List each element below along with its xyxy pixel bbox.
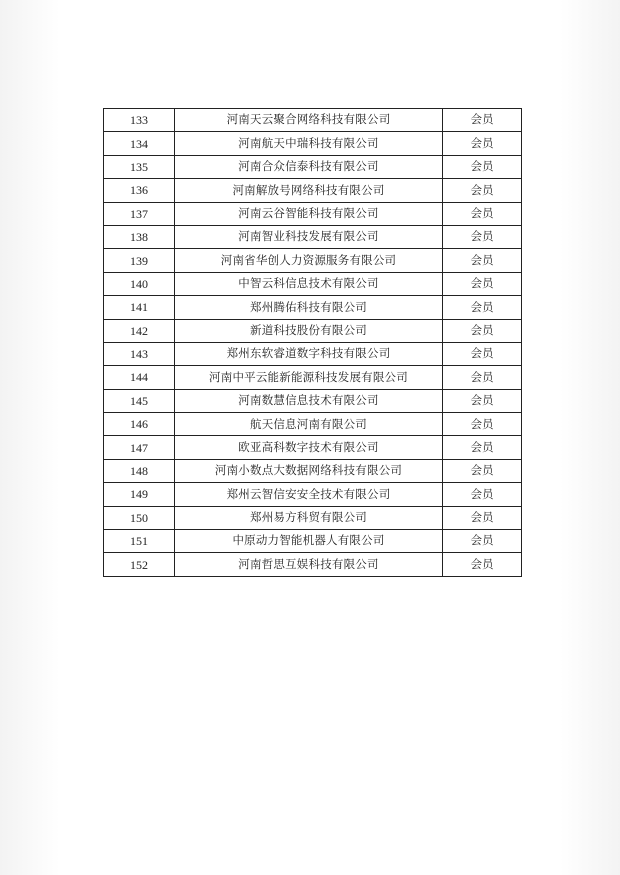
membership-type-cell: 会员 — [443, 225, 522, 248]
membership-type-cell: 会员 — [443, 179, 522, 202]
company-name-cell: 欧亚高科数字技术有限公司 — [175, 436, 443, 459]
membership-type-cell: 会员 — [443, 155, 522, 178]
member-number-cell: 137 — [104, 202, 175, 225]
table-row — [104, 296, 522, 319]
table-row — [104, 202, 522, 225]
member-number-cell: 144 — [104, 366, 175, 389]
table-row — [104, 179, 522, 202]
member-number-cell: 152 — [104, 553, 175, 576]
table-row — [104, 155, 522, 178]
table-row — [104, 506, 522, 529]
table-row — [104, 459, 522, 482]
table-row — [104, 389, 522, 412]
table-row — [104, 530, 522, 553]
membership-type-cell: 会员 — [443, 132, 522, 155]
member-number-cell: 150 — [104, 506, 175, 529]
member-number-cell: 139 — [104, 249, 175, 272]
membership-type-cell: 会员 — [443, 272, 522, 295]
member-number-cell: 149 — [104, 483, 175, 506]
company-name-cell: 河南云谷智能科技有限公司 — [175, 202, 443, 225]
member-number-cell: 142 — [104, 319, 175, 342]
table-row — [104, 413, 522, 436]
membership-type-cell: 会员 — [443, 506, 522, 529]
member-number-cell: 145 — [104, 389, 175, 412]
member-number-cell: 141 — [104, 296, 175, 319]
membership-type-cell: 会员 — [443, 319, 522, 342]
page-shadow-left — [0, 0, 60, 875]
membership-type-cell: 会员 — [443, 436, 522, 459]
table-row — [104, 483, 522, 506]
membership-type-cell: 会员 — [443, 483, 522, 506]
table-row — [104, 272, 522, 295]
company-name-cell: 航天信息河南有限公司 — [175, 413, 443, 436]
membership-type-cell: 会员 — [443, 109, 522, 132]
company-name-cell: 中原动力智能机器人有限公司 — [175, 530, 443, 553]
membership-type-cell: 会员 — [443, 366, 522, 389]
membership-type-cell: 会员 — [443, 389, 522, 412]
table-row — [104, 319, 522, 342]
company-name-cell: 河南省华创人力资源服务有限公司 — [175, 249, 443, 272]
table-row — [104, 366, 522, 389]
member-number-cell: 146 — [104, 413, 175, 436]
table-row — [104, 249, 522, 272]
company-name-cell: 郑州云智信安安全技术有限公司 — [175, 483, 443, 506]
table-row — [104, 553, 522, 576]
membership-type-cell: 会员 — [443, 553, 522, 576]
table-row — [104, 342, 522, 365]
company-name-cell: 河南哲思互娱科技有限公司 — [175, 553, 443, 576]
company-name-cell: 郑州易方科贸有限公司 — [175, 506, 443, 529]
membership-type-cell: 会员 — [443, 342, 522, 365]
company-name-cell: 中智云科信息技术有限公司 — [175, 272, 443, 295]
member-number-cell: 135 — [104, 155, 175, 178]
table-row — [104, 225, 522, 248]
membership-type-cell: 会员 — [443, 530, 522, 553]
member-number-cell: 140 — [104, 272, 175, 295]
company-name-cell: 郑州东软睿道数字科技有限公司 — [175, 342, 443, 365]
member-table — [103, 108, 522, 577]
table-row — [104, 132, 522, 155]
member-number-cell: 134 — [104, 132, 175, 155]
membership-type-cell: 会员 — [443, 296, 522, 319]
membership-type-cell: 会员 — [443, 413, 522, 436]
company-name-cell: 河南小数点大数据网络科技有限公司 — [175, 459, 443, 482]
membership-type-cell: 会员 — [443, 249, 522, 272]
table-row — [104, 436, 522, 459]
company-name-cell: 郑州腾佑科技有限公司 — [175, 296, 443, 319]
company-name-cell: 河南数慧信息技术有限公司 — [175, 389, 443, 412]
member-number-cell: 147 — [104, 436, 175, 459]
member-number-cell: 133 — [104, 109, 175, 132]
member-number-cell: 148 — [104, 459, 175, 482]
member-number-cell: 143 — [104, 342, 175, 365]
membership-type-cell: 会员 — [443, 459, 522, 482]
company-name-cell: 新道科技股份有限公司 — [175, 319, 443, 342]
member-number-cell: 136 — [104, 179, 175, 202]
member-table-body — [104, 109, 522, 577]
company-name-cell: 河南中平云能新能源科技发展有限公司 — [175, 366, 443, 389]
membership-type-cell: 会员 — [443, 202, 522, 225]
member-number-cell: 151 — [104, 530, 175, 553]
company-name-cell: 河南解放号网络科技有限公司 — [175, 179, 443, 202]
page-shadow-right — [560, 0, 620, 875]
member-number-cell: 138 — [104, 225, 175, 248]
company-name-cell: 河南航天中瑞科技有限公司 — [175, 132, 443, 155]
table-row — [104, 109, 522, 132]
company-name-cell: 河南天云聚合网络科技有限公司 — [175, 109, 443, 132]
company-name-cell: 河南合众信泰科技有限公司 — [175, 155, 443, 178]
company-name-cell: 河南智业科技发展有限公司 — [175, 225, 443, 248]
